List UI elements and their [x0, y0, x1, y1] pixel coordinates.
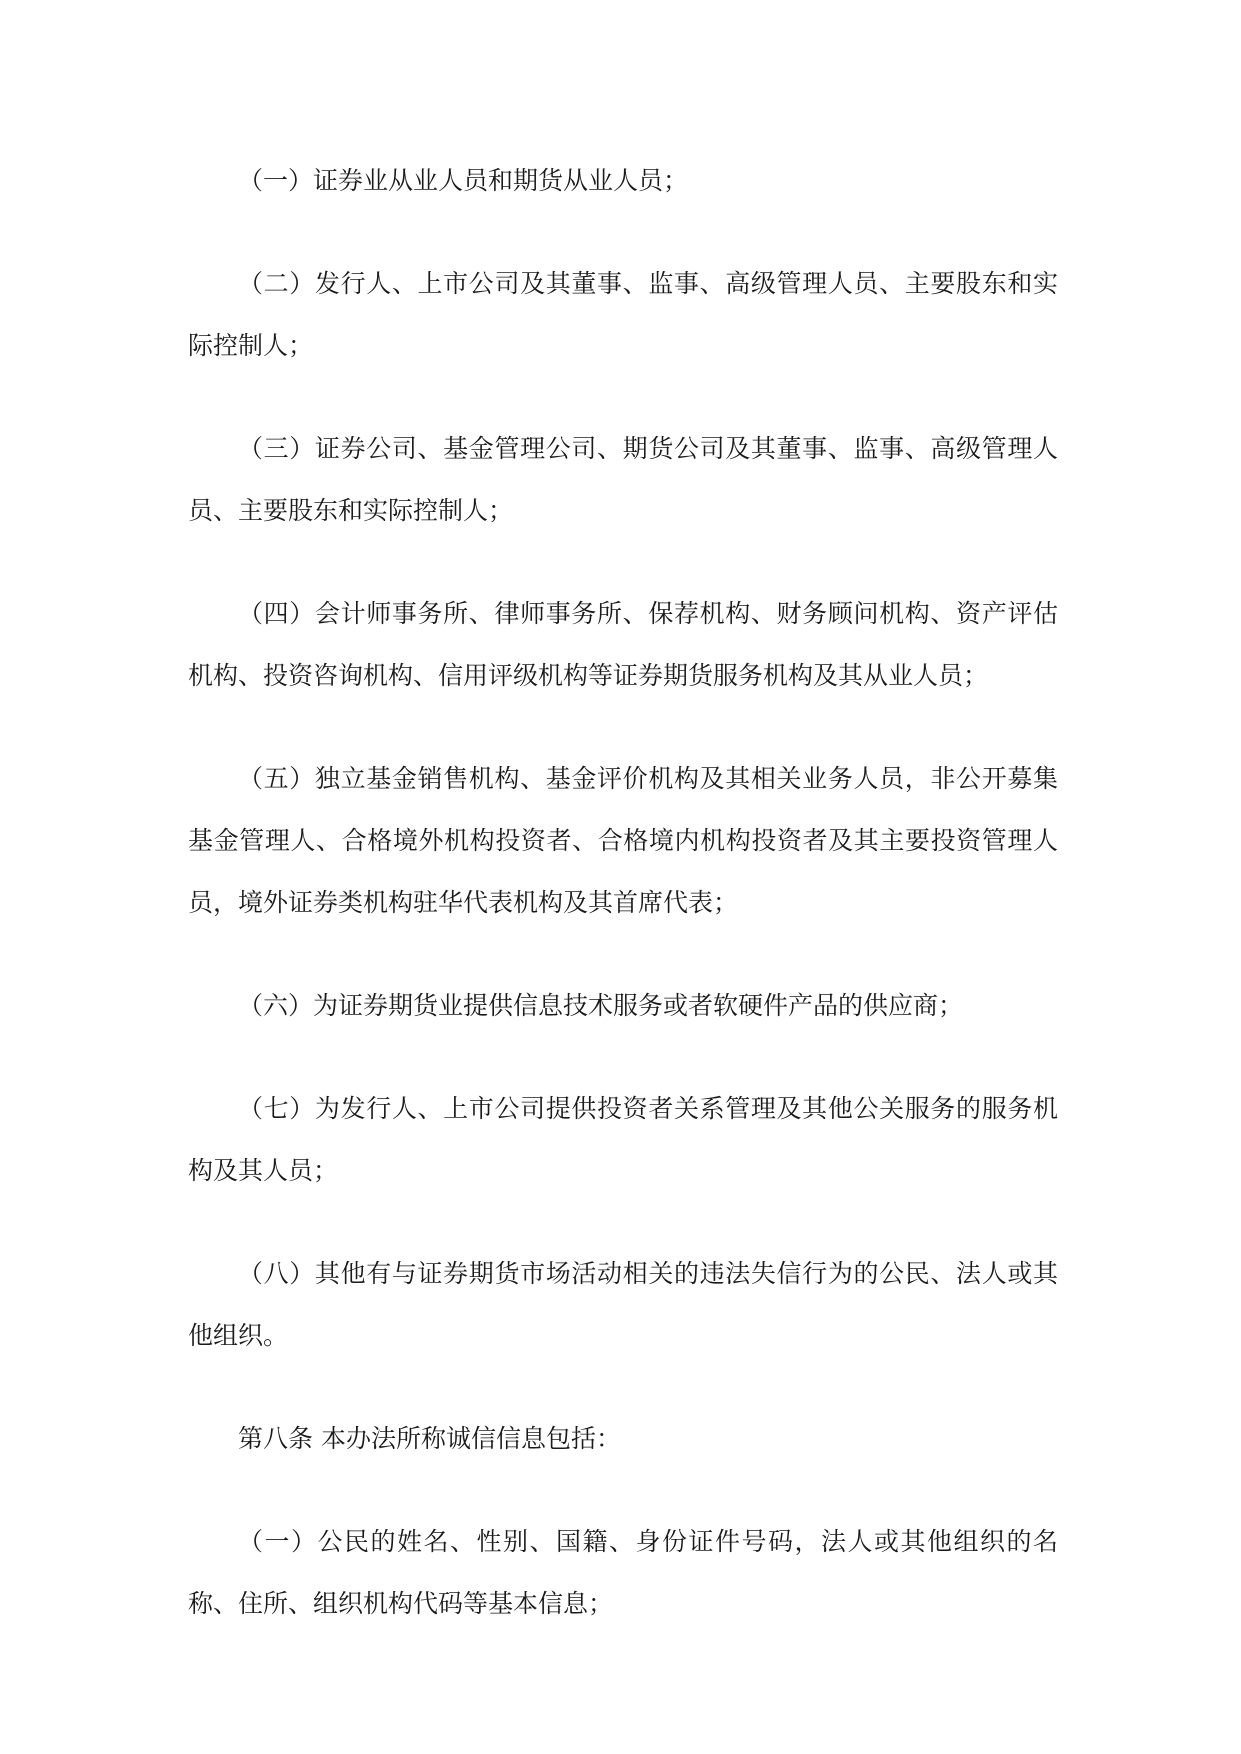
article-8-heading: 第八条 本办法所称诚信信息包括：	[238, 1424, 621, 1453]
clause-item-3: （三）证券公司、基金管理公司、期货公司及其董事、监事、高级管理人员、主要股东和实际控制人；	[188, 434, 1058, 525]
clause-item-1: （一）证券业从业人员和期货从业人员；	[238, 166, 689, 195]
article-8-item-1: （一）公民的姓名、性别、国籍、身份证件号码，法人或其他组织的名称、住所、组织机构代码等基本信息；	[188, 1527, 1058, 1618]
clause-item-5: （五）独立基金销售机构、基金评价机构及其相关业务人员，非公开募集基金管理人、合格境外机构投资者、合格境内机构投资者及其主要投资管理人员，境外证券类机构驻华代表机构及其首席代表；	[188, 764, 1058, 917]
clause-item-7: （七）为发行人、上市公司提供投资者关系管理及其他公关服务的服务机构及其人员；	[188, 1094, 1058, 1185]
clause-item-2: （二）发行人、上市公司及其董事、监事、高级管理人员、主要股东和实际控制人；	[188, 269, 1058, 360]
clause-item-4: （四）会计师事务所、律师事务所、保荐机构、财务顾问机构、资产评估机构、投资咨询机构、信用评级机构等证券期货服务机构及其从业人员；	[188, 599, 1058, 690]
clause-item-6: （六）为证券期货业提供信息技术服务或者软硬件产品的供应商；	[238, 991, 964, 1020]
clause-item-8: （八）其他有与证券期货市场活动相关的违法失信行为的公民、法人或其他组织。	[188, 1259, 1058, 1350]
document-body	[188, 150, 1058, 1676]
